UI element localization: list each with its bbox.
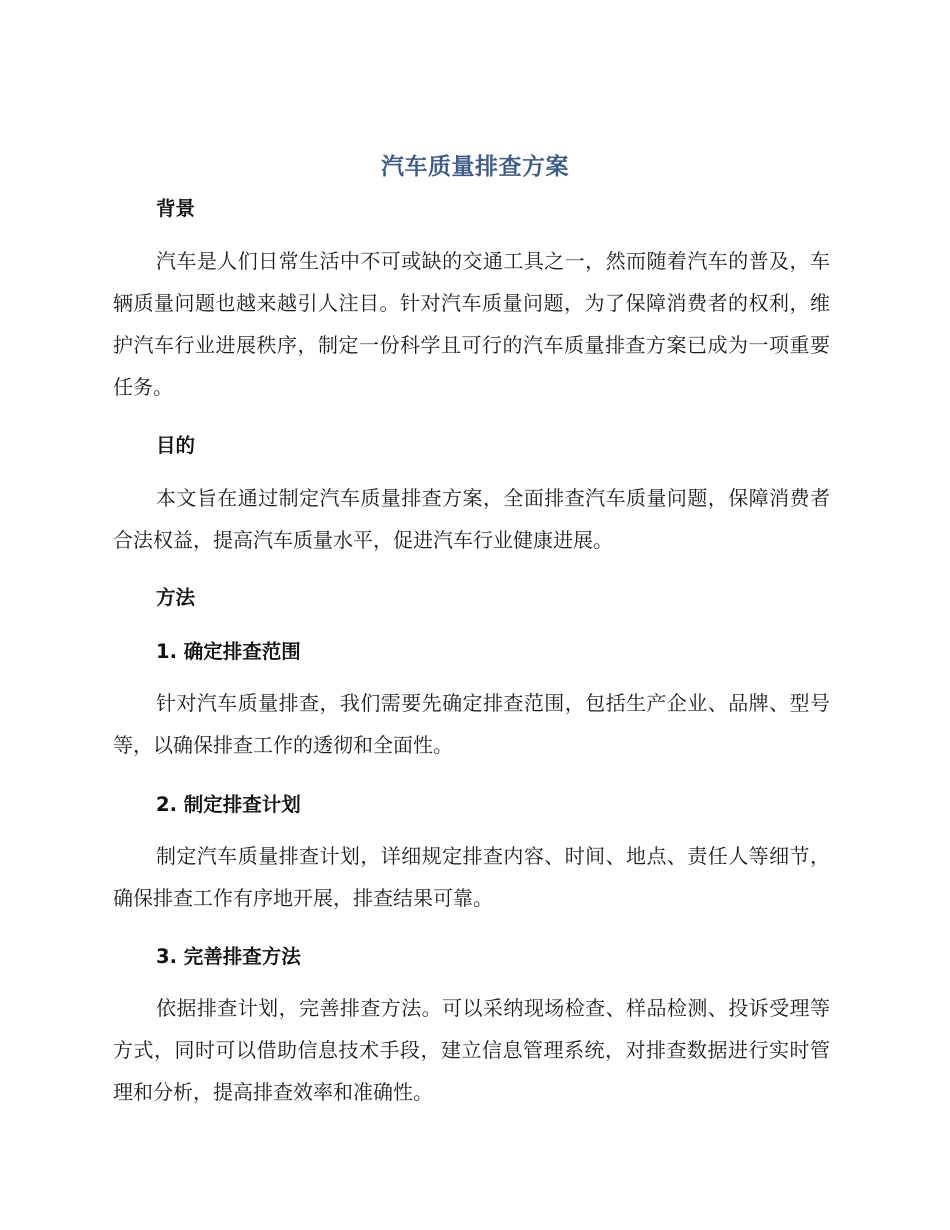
section-paragraph-scope: 针对汽车质量排查，我们需要先确定排查范围，包括生产企业、品牌、型号等，以确保排查工作的透彻和全面性。	[113, 691, 830, 757]
document-title: 汽车质量排查方案	[381, 154, 569, 180]
section-heading-background: 背景	[156, 197, 196, 220]
section-paragraph-methods: 依据排查计划，完善排查方法。可以采纳现场检查、样品检测、投诉受理等方式，同时可以借助信息技术手段，建立信息管理系统，对排查数据进行实时管理和分析，提高排查效率和准确性。	[113, 996, 830, 1104]
section-paragraph-plan: 制定汽车质量排查计划，详细规定排查内容、时间、地点、责任人等细节，确保排查工作有序地开展，排查结果可靠。	[113, 844, 830, 910]
section-heading-plan: 2. 制定排查计划	[156, 793, 301, 816]
section-heading-scope: 1. 确定排查范围	[156, 640, 301, 663]
section-heading-method: 方法	[156, 586, 196, 609]
section-paragraph-background: 汽车是人们日常生活中不可或缺的交通工具之一，然而随着汽车的普及，车辆质量问题也越来越引人注目。针对汽车质量问题，为了保障消费者的权利，维护汽车行业进展秩序，制定一份科学且可行的汽车质量排查方案已成为一项重要任务。	[113, 249, 830, 399]
section-paragraph-purpose: 本文旨在通过制定汽车质量排查方案，全面排查汽车质量问题，保障消费者合法权益，提高汽车质量水平，促进汽车行业健康进展。	[113, 486, 830, 552]
section-heading-methods: 3. 完善排查方法	[156, 945, 301, 968]
section-heading-purpose: 目的	[156, 434, 196, 457]
